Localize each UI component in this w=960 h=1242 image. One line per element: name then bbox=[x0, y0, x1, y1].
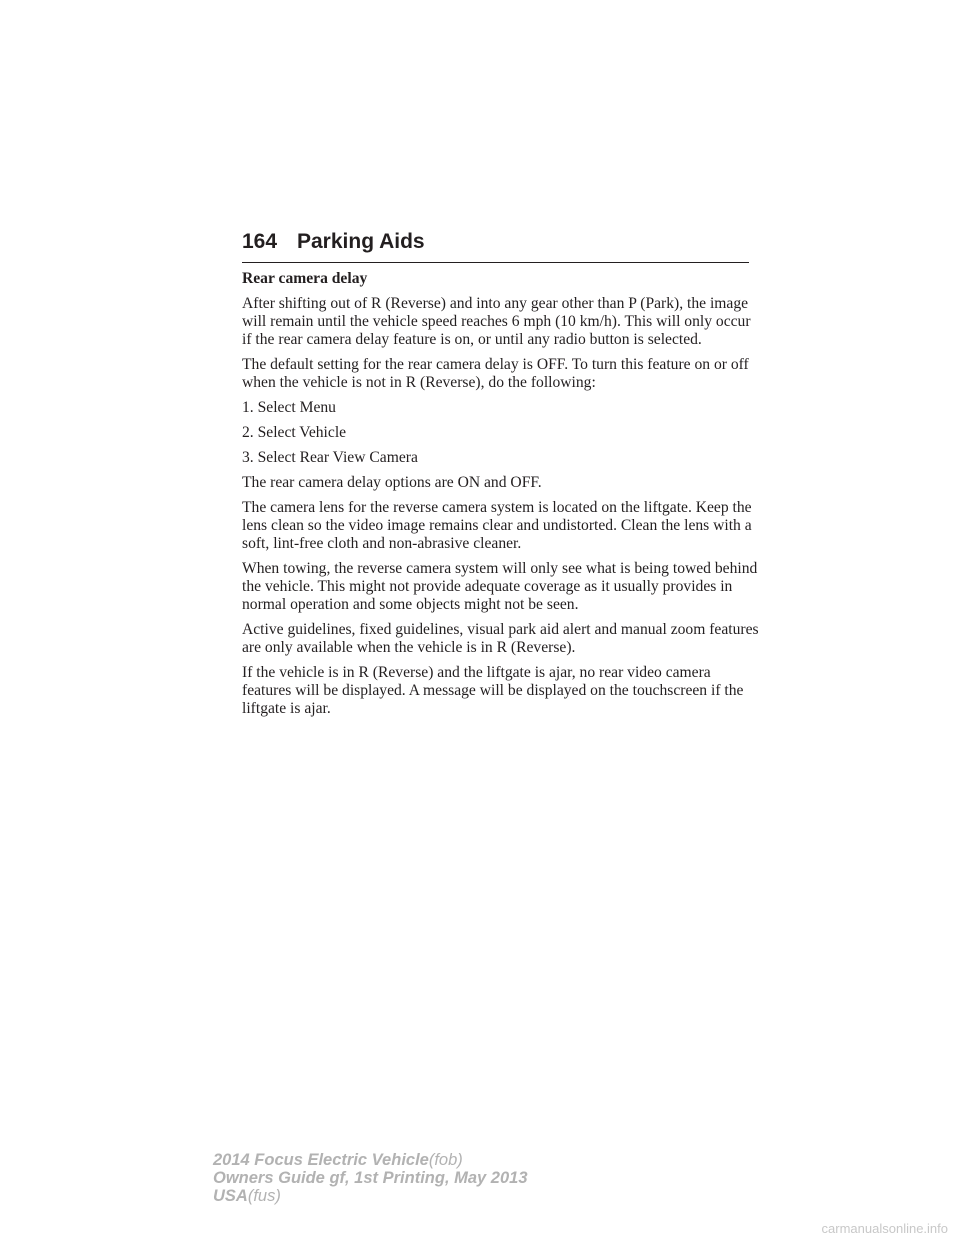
footer-model: 2014 Focus Electric Vehicle bbox=[213, 1151, 429, 1169]
footer-line-model bbox=[213, 1151, 528, 1169]
step-select-vehicle: 2. Select Vehicle bbox=[242, 424, 347, 441]
footer-line-printing bbox=[213, 1169, 528, 1187]
subheading-rear-camera-delay: Rear camera delay bbox=[242, 270, 368, 287]
footer-market: USA bbox=[213, 1187, 248, 1205]
footer-model-code: (fob) bbox=[428, 1151, 463, 1169]
page-content bbox=[242, 270, 762, 725]
paragraph-towing: When towing, the reverse camera system will only see what is being towed behind the vehicle. This might not provide adequate coverage as it usually provides in normal operation and some objects might not be seen. bbox=[242, 560, 758, 613]
paragraph-default-setting: The default setting for the rear camera delay is OFF. To turn this feature on or off when the vehicle is not in R (Reverse), do the following: bbox=[242, 356, 749, 391]
paragraph-delay-options: The rear camera delay options are ON and OFF. bbox=[242, 474, 542, 491]
step-select-rear-view-camera: 3. Select Rear View Camera bbox=[242, 449, 418, 466]
page-number: 164 bbox=[242, 230, 278, 253]
footer-line-market bbox=[213, 1187, 528, 1205]
paragraph-guidelines: Active guidelines, fixed guidelines, visual park aid alert and manual zoom features are only available when the vehicle is in R (Reverse). bbox=[242, 621, 759, 656]
section-title: Parking Aids bbox=[297, 230, 425, 253]
page-header bbox=[242, 228, 749, 263]
watermark: carmanualsonline.info bbox=[821, 1221, 948, 1236]
footer-printing: Owners Guide gf, 1st Printing, May 2013 bbox=[213, 1169, 528, 1187]
paragraph-camera-delay-description: After shifting out of R (Reverse) and into any gear other than P (Park), the image will remain until the vehicle speed reaches 6 mph (10 km/h). This will only occur if the rear camera delay feature is on, or until any radio button is selected. bbox=[242, 295, 751, 348]
step-select-menu: 1. Select Menu bbox=[242, 399, 336, 416]
paragraph-liftgate-ajar: If the vehicle is in R (Reverse) and the liftgate is ajar, no rear video camera features will be displayed. A message will be displayed on the touchscreen if the liftgate is ajar. bbox=[242, 664, 744, 717]
footer-market-code: (fus) bbox=[247, 1187, 281, 1205]
footer-print-info bbox=[213, 1151, 528, 1205]
paragraph-camera-lens: The camera lens for the reverse camera system is located on the liftgate. Keep the lens clean so the video image remains clear and undistorted. Clean the lens with a soft, lint-free cloth and non-abrasive cleaner. bbox=[242, 499, 752, 552]
